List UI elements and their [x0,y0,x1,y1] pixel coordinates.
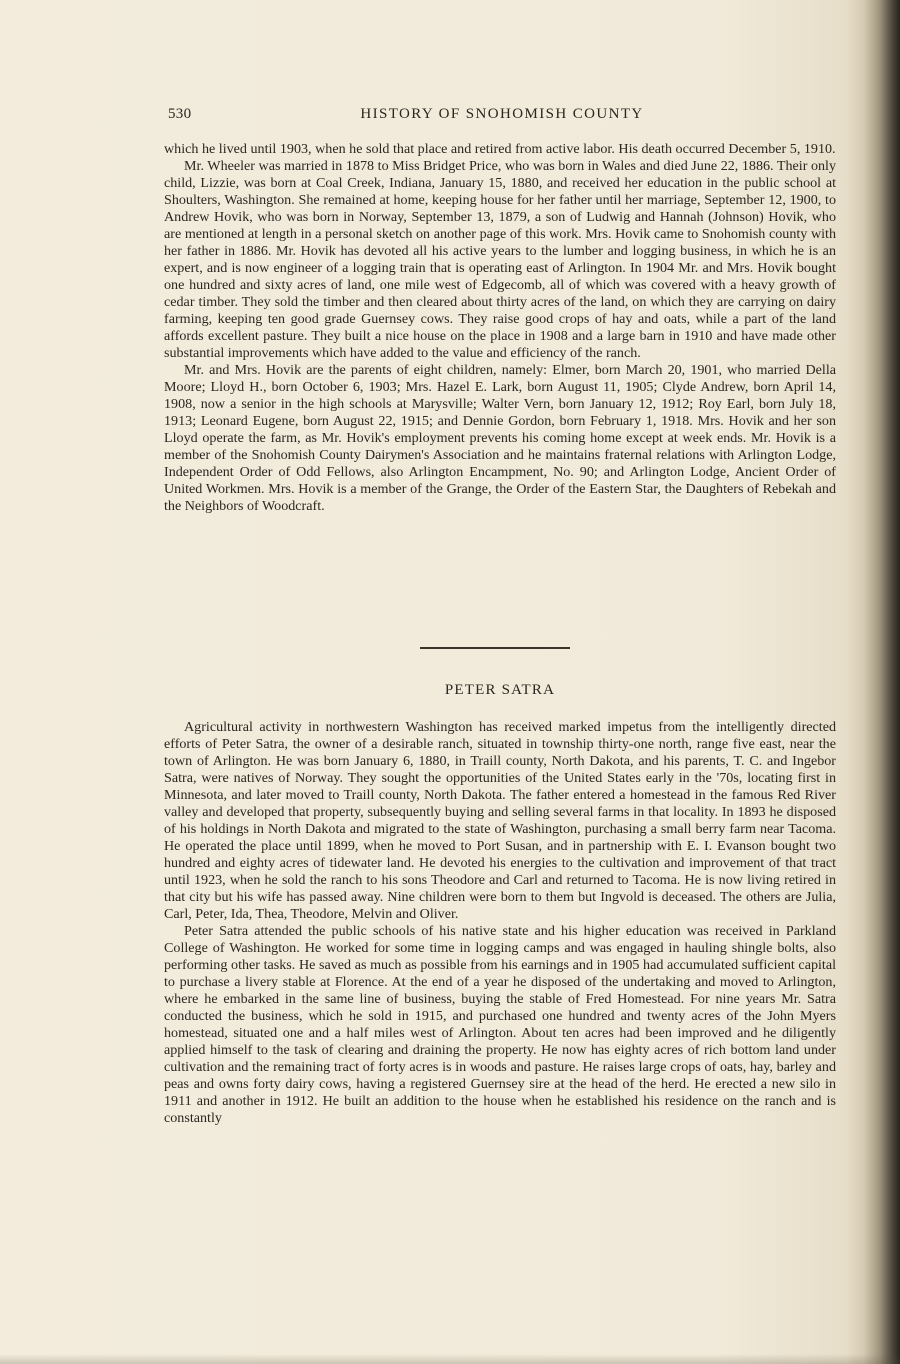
satra-sketch-text [164,719,836,1127]
paragraph: Agricultural activity in northwestern Washington has received marked impetus from the intelligently directed efforts of Peter Satra, the owner of a desirable ranch, situated in township thirty-one north, range five east, near the town of Arlington. He was born January 6, 1880, in Traill county, North Dakota, and his parents, T. C. and Ingebor Satra, were natives of Norway. They sought the opportunities of the United States early in the '70s, locating first in Minnesota, and later moved to Traill county, North Dakota. The father entered a homestead in the famous Red River valley and developed that property, subsequently buying and selling several farms in that locality. In 1893 he disposed of his holdings in North Dakota and migrated to the state of Washington, purchasing a small berry farm near Tacoma. He operated the place until 1899, when he moved to Port Susan, and in partnership with E. I. Evanson bought two hundred and eighty acres of tidewater land. He devoted his energies to the cultivation and improvement of that tract until 1923, when he sold the ranch to his sons Theodore and Carl and returned to Tacoma. He is now living retired in that city but his wife has passed away. Nine children were born to them but Ingvold is deceased. The others are Julia, Carl, Peter, Ida, Thea, Theodore, Melvin and Oliver. [164,719,836,922]
paragraph: which he lived until 1903, when he sold that place and retired from active labor. His death occurred December 5, 1910. [164,141,836,157]
wheeler-sketch-text [164,141,836,515]
paragraph: Mr. and Mrs. Hovik are the parents of eight children, namely: Elmer, born March 20, 1901, who married Della Moore; Lloyd H., born October 6, 1903; Mrs. Hazel E. Lark, born August 11, 1905; Clyde Andrew, born April 14, 1908, now a senior in the high schools at Marysville; Walter Vern, born January 12, 1912; Roy Earl, born July 18, 1913; Leonard Eugene, born August 22, 1915; and Dennie Gordon, born February 1, 1918. Mrs. Hovik and her son Lloyd operate the farm, as Mr. Hovik's employment prevents his coming home except at week ends. Mr. Hovik is a member of the Snohomish County Dairymen's Association and he maintains fraternal relations with Arlington Lodge, Independent Order of Odd Fellows, also Arlington Encampment, No. 90; and Arlington Lodge, Ancient Order of United Workmen. Mrs. Hovik is a member of the Grange, the Order of the Eastern Star, the Daughters of Rebekah and the Neighbors of Woodcraft. [164,362,836,514]
section-heading: PETER SATRA [444,682,556,698]
paragraph: Peter Satra attended the public schools of his native state and his higher education was received in Parkland College of Washington. He worked for some time in logging camps and was engaged in hauling shingle bolts, also performing other tasks. He saved as much as possible from his earnings and in 1905 had accumulated sufficient capital to purchase a livery stable at Florence. At the end of a year he disposed of the undertaking and moved to Arlington, where he embarked in the same line of business, buying the stable of Fred Homestead. For nine years Mr. Satra conducted the business, which he sold in 1915, and purchased one hundred and twenty acres of the John Myers homestead, situated one and a half miles west of Arlington. About ten acres had been improved and he diligently applied himself to the task of clearing and draining the property. He now has eighty acres of rich bottom land under cultivation and the remaining tract of forty acres is in woods and pasture. He raises large crops of oats, hay, barley and peas and owns forty dairy cows, having a registered Guernsey sire at the head of the herd. He erected a new silo in 1911 and another in 1912. He built an addition to the house when he established his residence on the ranch and is constantly [164,923,836,1126]
page-number: 530 [168,106,192,122]
running-title: HISTORY OF SNOHOMISH COUNTY [360,106,644,122]
running-head [168,106,836,126]
binding-shadow [864,0,900,1364]
section-divider [420,647,570,649]
paragraph: Mr. Wheeler was married in 1878 to Miss Bridget Price, who was born in Wales and died June 22, 1886. Their only child, Lizzie, was born at Coal Creek, Indiana, January 15, 1880, and received her education in the public school at Shoulters, Washington. She remained at home, keeping house for her father until her marriage, September 12, 1900, to Andrew Hovik, who was born in Norway, September 13, 1879, a son of Ludwig and Hannah (Johnson) Hovik, who are mentioned at length in a personal sketch on another page of this work. Mrs. Hovik came to Snohomish county with her father in 1886. Mr. Hovik has devoted all his active years to the lumber and logging business, in which he is an expert, and is now engineer of a logging train that is operating east of Arlington. In 1904 Mr. and Mrs. Hovik bought one hundred and sixty acres of land, one mile west of Edgecomb, all of which was covered with a heavy growth of cedar timber. They sold the timber and then cleared about thirty acres of the land, on which they are carrying on dairy farming, keeping ten good grade Guernsey cows. They raise good crops of hay and oats, while a part of the land affords excellent pasture. They built a nice house on the place in 1908 and a large barn in 1910 and have made other substantial improvements which have added to the value and efficiency of the ranch. [164,158,836,361]
page-edge-shadow [0,1354,900,1364]
